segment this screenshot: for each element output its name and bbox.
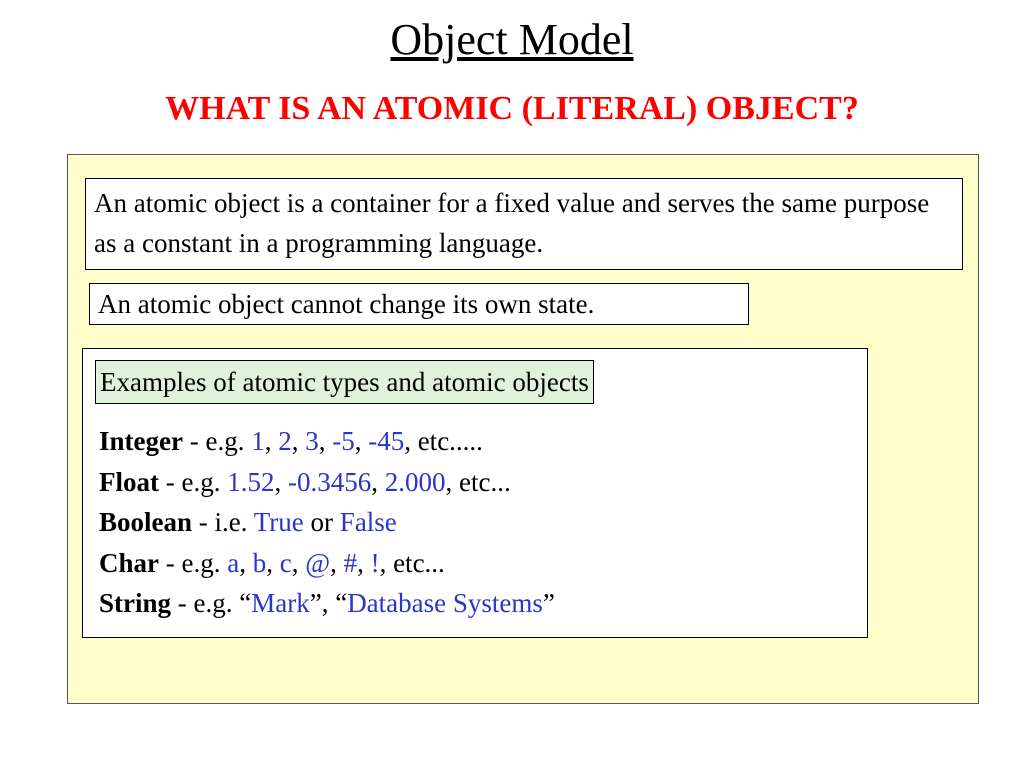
page-subtitle: WHAT IS AN ATOMIC (LITERAL) OBJECT? bbox=[165, 90, 859, 127]
example-value: 2.000 bbox=[384, 466, 446, 497]
example-float: Float - e.g. 1.52, -0.3456, 2.000, etc... bbox=[99, 466, 511, 497]
definition-box: An atomic object is a container for a fixed value and serves the same purpose as a constant in a programming language. bbox=[85, 178, 963, 270]
example-connector: ”, “ bbox=[309, 588, 348, 618]
page-title: Object Model bbox=[390, 15, 634, 64]
type-label: Integer bbox=[99, 426, 183, 456]
examples-box bbox=[82, 348, 868, 638]
example-string bbox=[99, 583, 555, 624]
example-value: @ bbox=[305, 547, 331, 578]
example-value: False bbox=[339, 507, 397, 537]
example-prefix: - e.g. “ bbox=[171, 588, 252, 618]
example-value: Mark bbox=[251, 588, 310, 618]
example-boolean bbox=[99, 502, 555, 543]
example-value: Database Systems bbox=[347, 588, 543, 618]
type-label: Float bbox=[99, 466, 159, 497]
example-prefix: - i.e. bbox=[192, 507, 254, 537]
example-prefix: - e.g. bbox=[159, 547, 228, 578]
example-connector: or bbox=[303, 507, 340, 537]
example-suffix: , etc... bbox=[445, 466, 511, 497]
example-prefix: - e.g. bbox=[182, 426, 252, 456]
type-label: Char bbox=[99, 547, 159, 578]
example-value: c bbox=[279, 547, 292, 578]
state-box: An atomic object cannot change its own state. bbox=[89, 283, 749, 325]
example-suffix: ” bbox=[542, 588, 555, 618]
example-value: 1.52 bbox=[227, 466, 275, 497]
example-value: 3 bbox=[305, 426, 319, 456]
type-label: String bbox=[99, 588, 172, 618]
examples-header: Examples of atomic types and atomic objects bbox=[95, 360, 594, 404]
example-value: a bbox=[227, 547, 240, 578]
example-suffix: , etc..... bbox=[404, 426, 483, 456]
examples-list bbox=[99, 421, 555, 624]
example-suffix: , etc... bbox=[379, 547, 445, 578]
example-char: Char - e.g. a, b, c, @, #, !, etc... bbox=[99, 547, 445, 578]
example-value: -0.3456 bbox=[287, 466, 372, 497]
example-value: b bbox=[252, 547, 267, 578]
example-integer: Integer - e.g. 1, 2, 3, -5, -45, etc..... bbox=[99, 426, 483, 456]
type-label: Boolean bbox=[99, 507, 193, 537]
example-value: # bbox=[343, 547, 358, 578]
example-value: -5 bbox=[332, 426, 355, 456]
example-value: True bbox=[253, 507, 304, 537]
example-value: 1 bbox=[251, 426, 265, 456]
example-value: -45 bbox=[368, 426, 405, 456]
example-value: ! bbox=[370, 547, 380, 578]
example-prefix: - e.g. bbox=[159, 466, 228, 497]
content-panel bbox=[67, 154, 979, 704]
example-value: 2 bbox=[278, 426, 292, 456]
